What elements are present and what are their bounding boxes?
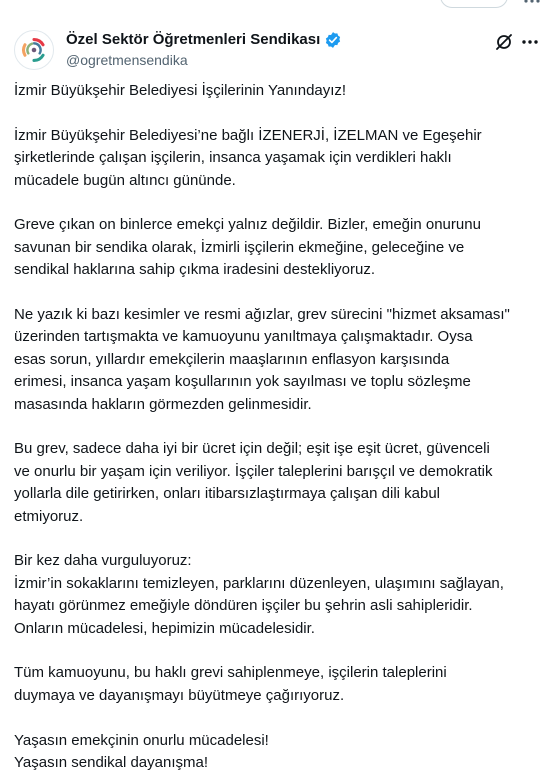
paragraph-heading: İzmir Büyükşehir Belediyesi İşçilerinin Yanındayız! xyxy=(14,82,347,99)
top-edge xyxy=(0,0,552,14)
chevron-down-icon xyxy=(485,0,497,3)
union-logo-icon xyxy=(15,31,53,69)
paragraph: Greve çıkan on binlerce emekçi yalnız değildir. Bizler, emeğin onurunu savunan bir sendika olarak, İzmirli işçilerin ekmeğine, geleceğine ve sendikal haklarına sahip çıkma iradesini destekliyoruz. xyxy=(14,216,481,279)
more-options-icon[interactable] xyxy=(520,32,540,52)
grok-icon[interactable] xyxy=(494,32,514,52)
paragraph-closing: Yaşasın emekçinin onurlu mücadelesi! Yaşasın sendikal dayanışma! xyxy=(14,731,269,772)
display-name[interactable]: Özel Sektör Öğretmenleri Sendikası xyxy=(66,31,321,48)
paragraph: Bir kez daha vurguluyoruz: İzmir’in sokaklarını temizleyen, parklarını düzenleyen, ulaşımını sağlayan, hayatı görünmez emeğiyle döndüren işçiler bu şehrin asli sahipleridir. Onların mücadelesi, hepimizin mücadelesidir. xyxy=(14,552,504,637)
post-header xyxy=(14,28,538,72)
paragraph: Tüm kamuoyunu, bu haklı grevi sahiplenmeye, işçilerin taleplerini duymaya ve dayanışmayı büyütmeye çağırıyoruz. xyxy=(14,664,447,704)
collapsed-toolbar-pill[interactable] xyxy=(440,0,508,8)
avatar[interactable] xyxy=(14,30,54,70)
post-text xyxy=(14,80,546,774)
paragraph: Bu grev, sadece daha iyi bir ücret için değil; eşit işe eşit ücret, güvenceli ve onurlu bir yaşam için veriliyor. İşçiler taleplerini barışçıl ve demokratik yollarla dile getirirken, onları itibarsızlaştırmaya çalışan dili kabul etmiyoruz. xyxy=(14,440,493,525)
handle[interactable]: @ogretmensendika xyxy=(66,52,188,68)
more-icon[interactable] xyxy=(522,0,542,6)
paragraph: İzmir Büyükşehir Belediyesi’ne bağlı İZENERJİ, İZELMAN ve Egeşehir şirketlerinde çalışan işçilerin, insanca yaşamak için verdikleri haklı mücadele bugün altıncı gününde. xyxy=(14,126,482,189)
verified-badge-icon[interactable] xyxy=(324,31,342,49)
paragraph: Ne yazık ki bazı kesimler ve resmi ağızlar, grev sürecini "hizmet aksaması" üzerinden tartışmakta ve kamuoyunu yanıltmaya çalışmaktadır. Oysa esas sorun, yıllardır emekçilerin maaşlarının enflasyon karşısında erimesi, insanca yaşam koşullarının yok sayılması ve toplu sözleşme masasında hakların görmezden gelinmesidir. xyxy=(14,306,510,413)
account-info xyxy=(66,30,342,69)
